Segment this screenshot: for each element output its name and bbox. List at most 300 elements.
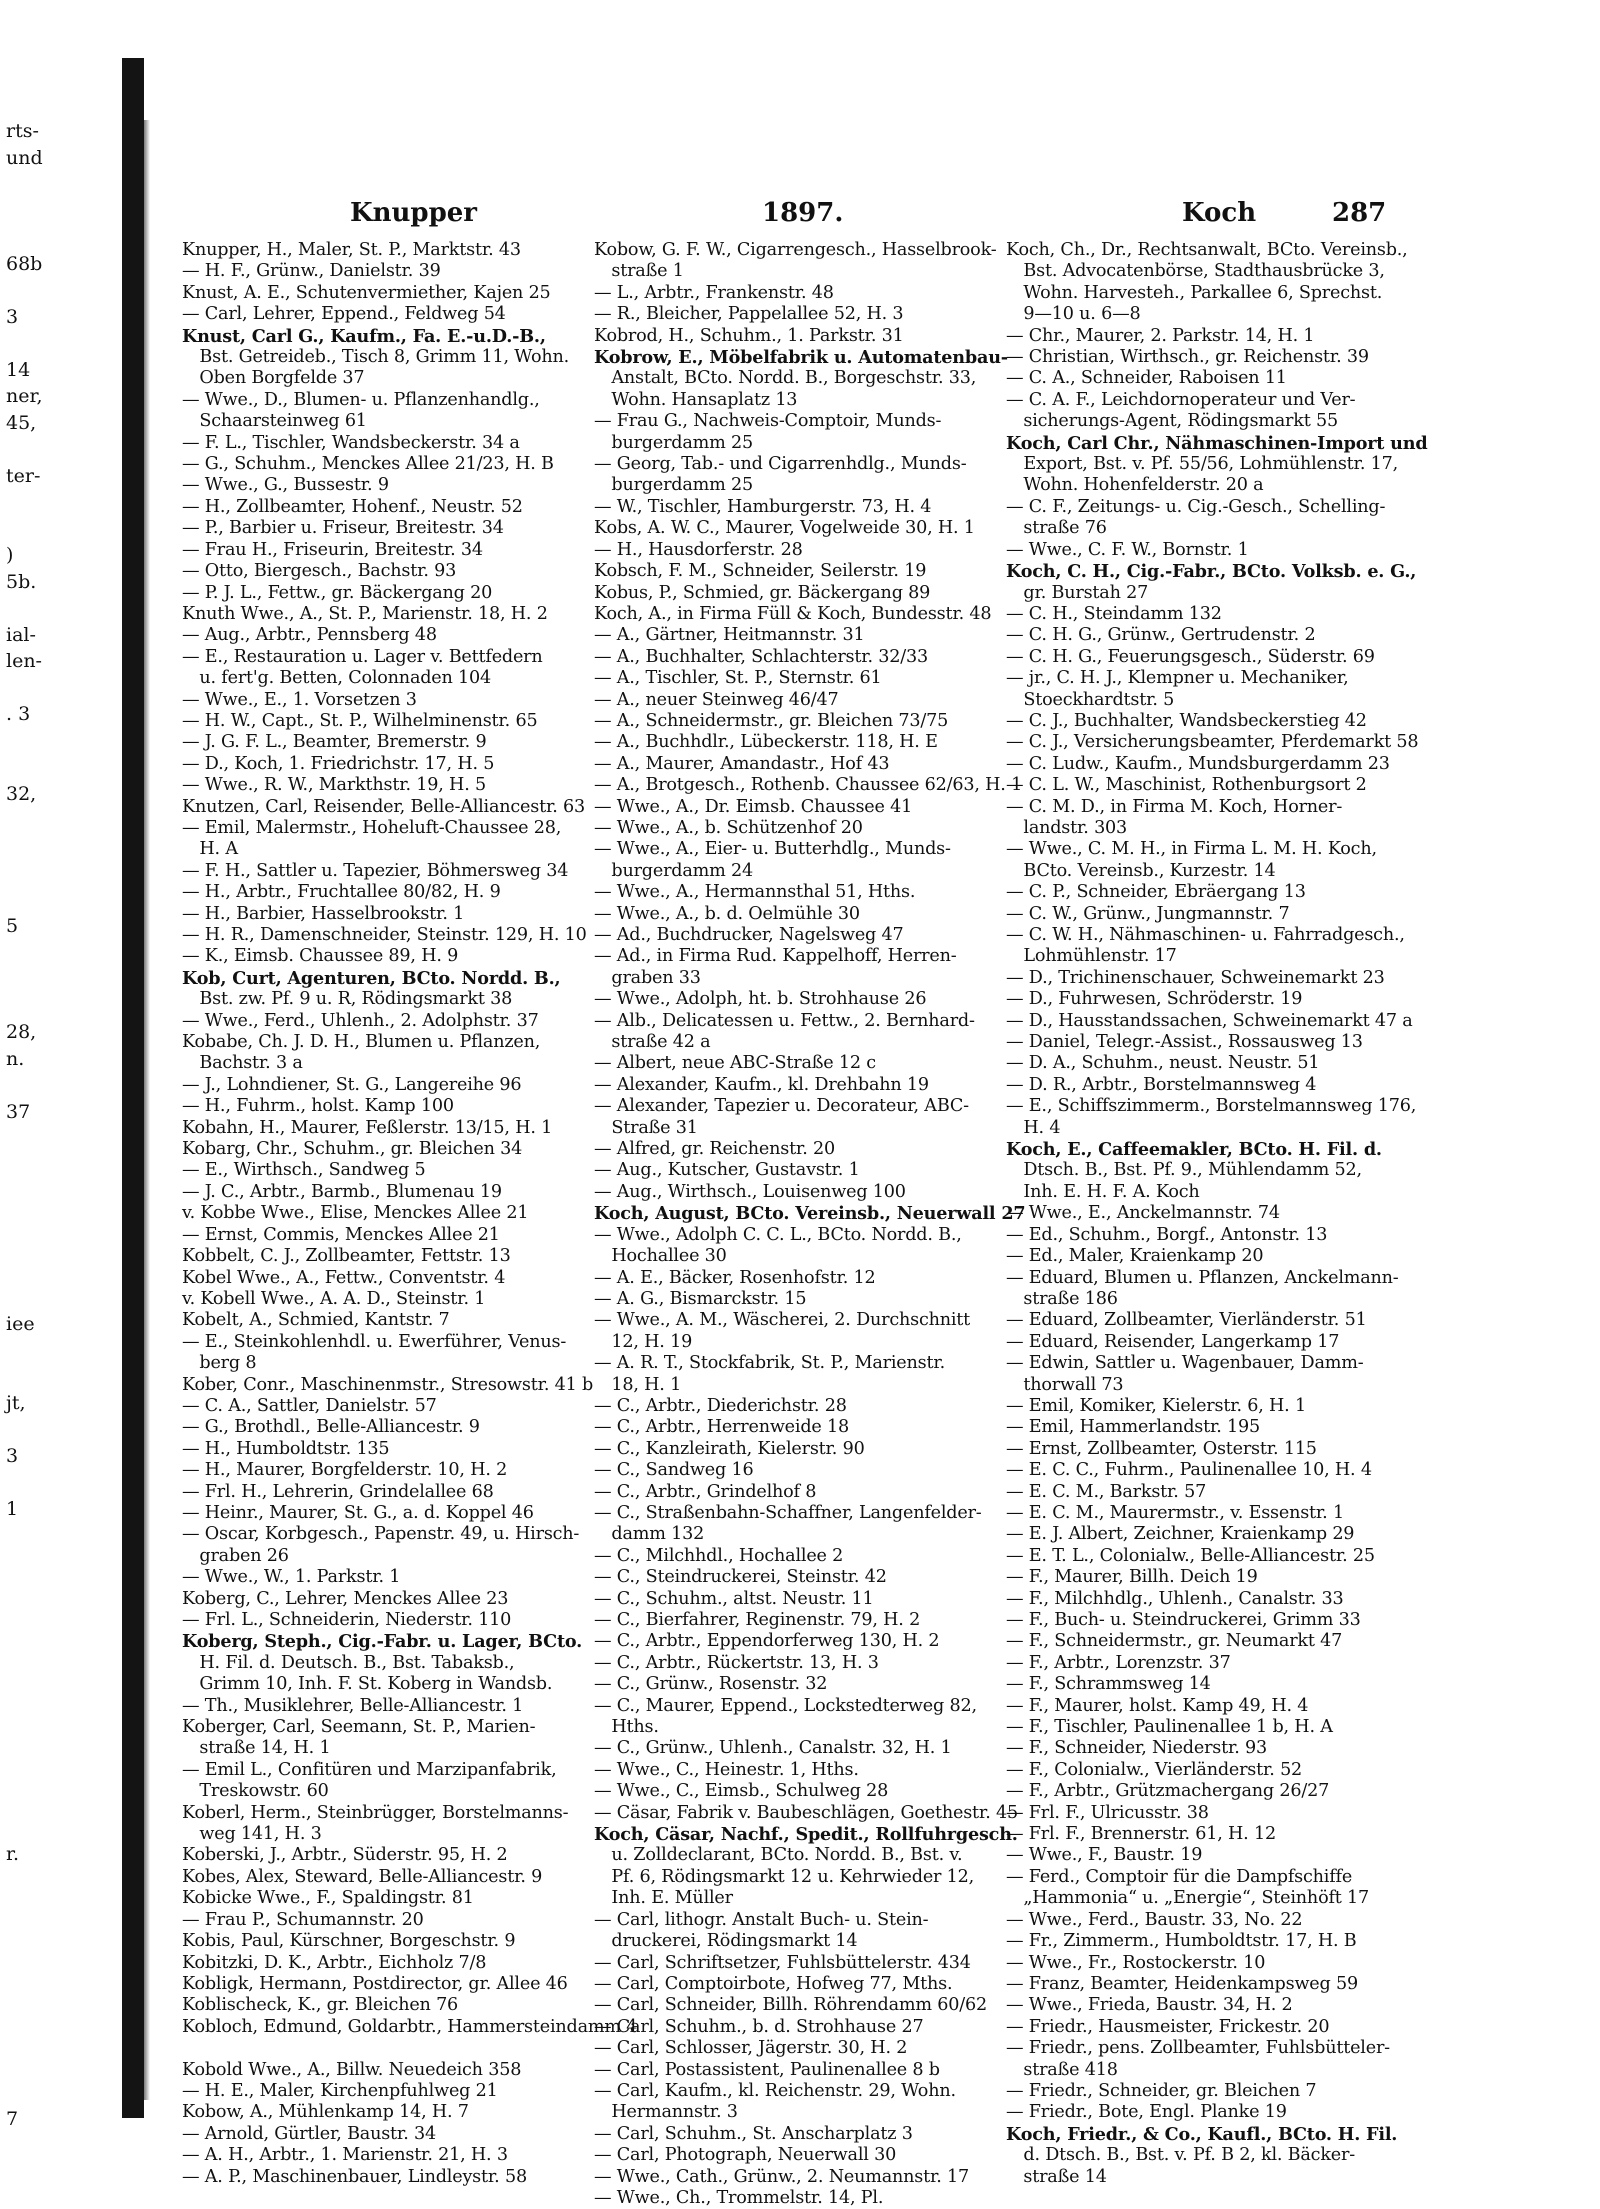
directory-entry: H. Fil. d. Deutsch. B., Bst. Tabaksb., [182,1652,515,1673]
directory-entry: Knuth Wwe., A., St. P., Marienstr. 18, H. 2 [182,603,548,624]
directory-column-2 [594,240,1026,2209]
directory-entry: graben 33 [594,967,701,988]
directory-entry: — A. R. T., Stockfabrik, St. P., Marienstr. [594,1353,946,1374]
directory-entry: — Wwe., Ch., Trommelstr. 14, Pl. [594,2187,884,2208]
directory-entry: — Wwe., E., Anckelmannstr. 74 [1006,1203,1280,1224]
directory-entry: — jr., C. H. J., Klempner u. Mechaniker, [1006,668,1349,689]
previous-page-fragment [0,120,120,2130]
directory-entry: sicherungs-Agent, Rödingsmarkt 55 [1006,411,1338,432]
directory-entry: — F., Colonialw., Vierländerstr. 52 [1006,1759,1303,1780]
directory-entry: Koch, Cäsar, Nachf., Spedit., Rollfuhrgesch. [594,1824,1018,1846]
directory-entry: — Alexander, Kaufm., kl. Drehbahn 19 [594,1074,929,1095]
previous-page-text: 5 [6,915,19,937]
directory-entry: Stoeckhardtstr. 5 [1006,689,1175,710]
directory-entry: — C., Schuhm., altst. Neustr. 11 [594,1588,874,1609]
directory-entry: — E. J. Albert, Zeichner, Kraienkamp 29 [1006,1524,1355,1545]
directory-entry: — Cäsar, Fabrik v. Baubeschlägen, Goethestr. 45 [594,1802,1018,1823]
directory-entry: — Friedr., Schneider, gr. Bleichen 7 [1006,2080,1317,2101]
directory-entry: — Carl, Schuhm., St. Anscharplatz 3 [594,2123,913,2144]
directory-entry: — F., Maurer, holst. Kamp 49, H. 4 [1006,1695,1309,1716]
directory-entry: Koch, Ch., Dr., Rechtsanwalt, BCto. Vereinsb., [1006,240,1408,260]
directory-entry: — Carl, Kaufm., kl. Reichenstr. 29, Wohn. [594,2080,956,2101]
directory-entry: — C., Arbtr., Rückertstr. 13, H. 3 [594,1652,879,1673]
directory-entry: — Wwe., Ferd., Baustr. 33, No. 22 [1006,1909,1303,1930]
directory-entry: — Wwe., A., b. Schützenhof 20 [594,817,863,838]
directory-entry: — Ad., in Firma Rud. Kappelhoff, Herren- [594,946,957,967]
directory-entry: — R., Bleicher, Pappelallee 52, H. 3 [594,304,904,325]
directory-entry: Koberski, J., Arbtr., Süderstr. 95, H. 2 [182,1845,508,1866]
directory-entry: — C. H. G., Grünw., Gertrudenstr. 2 [1006,625,1316,646]
directory-entry: Kobligk, Hermann, Postdirector, gr. Allee 46 [182,1973,568,1994]
directory-entry: v. Kobbe Wwe., Elise, Menckes Allee 21 [182,1203,529,1224]
directory-entry: — Daniel, Telegr.-Assist., Rossausweg 13 [1006,1032,1363,1053]
previous-page-text: 7 [6,2107,19,2130]
directory-entry: — Frl. H., Lehrerin, Grindelallee 68 [182,1481,494,1502]
directory-entry: — F. L., Tischler, Wandsbeckerstr. 34 a [182,432,520,453]
directory-entry: — Wwe., E., 1. Vorsetzen 3 [182,689,417,710]
directory-entry: Koberg, Steph., Cig.-Fabr. u. Lager, BCto. [182,1631,583,1653]
directory-entry: — Carl, Schuhm., b. d. Strohhause 27 [594,2016,924,2037]
directory-entry: — Wwe., F., Baustr. 19 [1006,1845,1203,1866]
page-header [150,198,1600,238]
directory-entry: — Wwe., Ferd., Uhlenh., 2. Adolphstr. 37 [182,1010,539,1031]
directory-entry: — Wwe., A., Hermannsthal 51, Hths. [594,882,916,903]
directory-entry: Bst. zw. Pf. 9 u. R, Rödingsmarkt 38 [182,989,513,1010]
directory-entry: — C., Grünw., Rosenstr. 32 [594,1674,828,1695]
directory-entry: — C., Arbtr., Diederichstr. 28 [594,1395,847,1416]
directory-entry: — H. E., Maler, Kirchenpfuhlweg 21 [182,2080,498,2101]
directory-entry: — Ernst, Commis, Menckes Allee 21 [182,1224,500,1245]
directory-entry: — Ed., Schuhm., Borgf., Antonstr. 13 [1006,1224,1328,1245]
previous-page-text: 14 [6,358,31,381]
directory-entry: — H., Barbier, Hasselbrookstr. 1 [182,903,465,924]
directory-entry: Kobahn, H., Maurer, Feßlerstr. 13/15, H. 1 [182,1117,553,1138]
directory-entry: — C. H. G., Feuerungsgesch., Süderstr. 69 [1006,646,1375,667]
directory-entry: — Carl, Photograph, Neuerwall 30 [594,2145,897,2166]
running-head-left: Knupper [350,198,478,228]
directory-entry: straße 418 [1006,2059,1118,2080]
directory-entry: burgerdamm 25 [594,475,753,496]
directory-entry: Wohn. Hohenfelderstr. 20 a [1006,475,1264,496]
directory-entry: straße 14, H. 1 [182,1738,331,1759]
directory-entry: — G., Schuhm., Menckes Allee 21/23, H. B [182,454,554,475]
directory-entry: — C., Steindruckerei, Steinstr. 42 [594,1567,887,1588]
directory-entry: — Wwe., Frieda, Baustr. 34, H. 2 [1006,1995,1293,2016]
directory-entry: — C., Arbtr., Grindelhof 8 [594,1481,817,1502]
previous-page-text: 68b [6,252,43,275]
directory-entry: Hermannstr. 3 [594,2102,738,2123]
directory-entry: BCto. Vereinsb., Kurzestr. 14 [1006,860,1276,881]
previous-page-text: 3 [6,305,19,328]
page-number: 287 [1332,198,1387,228]
directory-entry: — H. R., Damenschneider, Steinstr. 129, H. 10 [182,925,587,945]
directory-entry: Kobus, P., Schmied, gr. Bäckergang 89 [594,582,931,603]
directory-entry: — Carl, lithogr. Anstalt Buch- u. Stein- [594,1909,929,1930]
directory-entry: — Wwe., Cath., Grünw., 2. Neumannstr. 17 [594,2166,970,2187]
directory-entry: — Arnold, Gürtler, Baustr. 34 [182,2123,436,2144]
directory-entry: Koch, A., in Firma Füll & Koch, Bundesstr. 48 [594,603,992,624]
directory-entry: — F. H., Sattler u. Tapezier, Böhmersweg 34 [182,860,569,881]
directory-entry: — Alb., Delicatessen u. Fettw., 2. Bernhard- [594,1010,975,1031]
directory-entry: Hths. [594,1717,659,1738]
directory-entry: Kobow, A., Mühlenkamp 14, H. 7 [182,2102,469,2123]
directory-entry: — A., Schneidermstr., gr. Bleichen 73/75 [594,710,949,731]
previous-page-text: ner, [6,385,43,407]
directory-entry: 12, H. 19 [594,1331,693,1352]
directory-entry: — E. T. L., Colonialw., Belle-Alliancestr. 25 [1006,1545,1375,1566]
directory-entry: — P., Barbier u. Friseur, Breitestr. 34 [182,518,504,539]
running-head-year: 1897. [762,198,844,228]
directory-entry: — Christian, Wirthsch., gr. Reichenstr. 39 [1006,347,1369,368]
directory-entry: — Aug., Arbtr., Pennsberg 48 [182,625,437,646]
directory-entry: straße 14 [1006,2166,1107,2187]
directory-entry: — H., Fuhrm., holst. Kamp 100 [182,1096,454,1117]
directory-entry: Kobel Wwe., A., Fettw., Conventstr. 4 [182,1267,506,1288]
directory-entry: — C. J., Buchhalter, Wandsbeckerstieg 42 [1006,710,1367,731]
directory-entry: — Wwe., C., Heinestr. 1, Hths. [594,1759,859,1780]
directory-entry: Kobes, Alex, Steward, Belle-Alliancestr. 9 [182,1866,543,1887]
directory-entry: 9—10 u. 6—8 [1006,304,1141,325]
directory-entry: Dtsch. B., Bst. Pf. 9., Mühlendamm 52, [1006,1160,1362,1181]
directory-entry: Kobsch, F. M., Schneider, Seilerstr. 19 [594,561,927,582]
directory-entry: — C. M. D., in Firma M. Koch, Horner- [1006,796,1343,817]
directory-entry: Kobelt, A., Schmied, Kantstr. 7 [182,1310,450,1331]
directory-entry: — Eduard, Reisender, Langerkamp 17 [1006,1331,1340,1352]
directory-entry: — C., Milchhdl., Hochallee 2 [594,1545,844,1566]
directory-entry: Kobitzki, D. K., Arbtr., Eichholz 7/8 [182,1952,487,1973]
directory-entry: Knust, Carl G., Kaufm., Fa. E.-u.D.-B., [182,325,546,347]
directory-entry [182,2038,590,2059]
directory-entry: u. fert'g. Betten, Colonnaden 104 [182,668,492,689]
directory-entry: Kob, Curt, Agenturen, BCto. Nordd. B., [182,967,561,989]
directory-entry: — Frl. L., Schneiderin, Niederstr. 110 [182,1610,512,1630]
directory-entry: — Otto, Biergesch., Bachstr. 93 [182,561,457,582]
directory-entry: Grimm 10, Inh. F. St. Koberg in Wandsb. [182,1674,553,1695]
previous-page-text: . 3 [6,703,31,725]
directory-entry: — E., Wirthsch., Sandweg 5 [182,1160,426,1181]
directory-entry: — F., Milchhdlg., Uhlenh., Canalstr. 33 [1006,1588,1344,1609]
directory-entry: — A., Brotgesch., Rothenb. Chaussee 62/63, H. 1 [594,775,1023,796]
directory-entry: — Oscar, Korbgesch., Papenstr. 49, u. Hirsch- [182,1524,580,1545]
scan-margin [0,0,1600,60]
directory-entry: „Hammonia“ u. „Energie“, Steinhöft 17 [1006,1888,1370,1909]
directory-entry: — C. W. H., Nähmaschinen- u. Fahrradgesch., [1006,925,1405,945]
directory-entry: — Wwe., A., b. d. Oelmühle 30 [594,903,860,924]
directory-entry: Inh. E. H. F. A. Koch [1006,1181,1200,1202]
directory-entry: — C. A., Schneider, Raboisen 11 [1006,368,1287,389]
directory-entry: — Wwe., A. M., Wäscherei, 2. Durchschnitt [594,1310,971,1331]
directory-entry: — H. F., Grünw., Danielstr. 39 [182,261,441,282]
directory-entry: — Frau P., Schumannstr. 20 [182,1909,424,1930]
directory-entry: d. Dtsch. B., Bst. v. Pf. B 2, kl. Bäcker- [1006,2145,1355,2166]
directory-entry: — Carl, Schlosser, Jägerstr. 30, H. 2 [594,2038,908,2059]
directory-entry: — Alfred, gr. Reichenstr. 20 [594,1139,835,1160]
directory-entry: — Ernst, Zollbeamter, Osterstr. 115 [1006,1438,1317,1459]
directory-entry: — D. A., Schuhm., neust. Neustr. 51 [1006,1053,1320,1074]
directory-entry: — E. C. C., Fuhrm., Paulinenallee 10, H. 4 [1006,1460,1372,1481]
directory-entry: Koch, August, BCto. Vereinsb., Neuerwall 27 [594,1203,1026,1225]
directory-entry: — A. E., Bäcker, Rosenhofstr. 12 [594,1267,876,1288]
directory-entry: — Wwe., Adolph, ht. b. Strohhause 26 [594,989,927,1010]
directory-entry: Bachstr. 3 a [182,1053,303,1074]
directory-entry: — Friedr., pens. Zollbeamter, Fuhlsbütteler- [1006,2038,1390,2059]
directory-entry: — C. L. W., Maschinist, Rothenburgsort 2 [1006,775,1367,796]
directory-entry: — Carl, Lehrer, Eppend., Feldweg 54 [182,304,506,325]
directory-entry: — Frl. F., Ulricusstr. 38 [1006,1802,1209,1823]
directory-entry: — Frau G., Nachweis-Comptoir, Munds- [594,411,942,432]
directory-entry: graben 26 [182,1545,289,1566]
directory-entry: — H., Maurer, Borgfelderstr. 10, H. 2 [182,1460,508,1481]
directory-entry: — F., Arbtr., Lorenzstr. 37 [1006,1652,1231,1673]
directory-entry: Anstalt, BCto. Nordd. B., Borgeschstr. 33, [594,368,977,389]
directory-entry: — Wwe., D., Blumen- u. Pflanzenhandlg., [182,389,540,410]
directory-entry: druckerei, Rödingsmarkt 14 [594,1931,858,1952]
directory-entry: — C., Kanzleirath, Kielerstr. 90 [594,1438,865,1459]
directory-entry: Koblischeck, K., gr. Bleichen 76 [182,1995,459,2016]
directory-entry: — D., Koch, 1. Friedrichstr. 17, H. 5 [182,753,495,774]
directory-entry: — Wwe., C., Eimsb., Schulweg 28 [594,1781,889,1802]
directory-entry: Knupper, H., Maler, St. P., Marktstr. 43 [182,240,521,260]
directory-entry: Knutzen, Carl, Reisender, Belle-Alliancestr. 63 [182,796,586,817]
directory-entry: — C., Bierfahrer, Reginenstr. 79, H. 2 [594,1610,921,1630]
directory-entry: Bst. Advocatenbörse, Stadthausbrücke 3, [1006,261,1385,282]
directory-entry: — Wwe., Fr., Rostockerstr. 10 [1006,1952,1266,1973]
directory-entry: — Carl, Schriftsetzer, Fuhlsbüttelerstr. 434 [594,1952,971,1973]
directory-entry: — C. Ludw., Kaufm., Mundsburgerdamm 23 [1006,753,1390,774]
directory-entry: Oben Borgfelde 37 [182,368,365,389]
directory-entry: — F., Tischler, Paulinenallee 1 b, H. A [1006,1717,1333,1738]
directory-entry: — A. G., Bismarckstr. 15 [594,1288,807,1309]
directory-entry: — Heinr., Maurer, St. G., a. d. Koppel 46 [182,1502,534,1523]
previous-page-text: n. [6,1047,25,1070]
directory-entry: Koberger, Carl, Seemann, St. P., Marien- [182,1717,536,1738]
directory-entry: v. Kobell Wwe., A. A. D., Steinstr. 1 [182,1288,486,1309]
directory-entry: — L., Arbtr., Frankenstr. 48 [594,282,834,303]
directory-entry: — H., Arbtr., Fruchtallee 80/82, H. 9 [182,882,501,903]
directory-entry: — Emil, Hammerlandstr. 195 [1006,1417,1261,1438]
directory-entry: — C., Maurer, Eppend., Lockstedterweg 82, [594,1695,977,1716]
directory-entry: — D., Fuhrwesen, Schröderstr. 19 [1006,989,1303,1010]
directory-entry: — Fr., Zimmerm., Humboldtstr. 17, H. B [1006,1931,1357,1952]
directory-entry: Kobbelt, C. J., Zollbeamter, Fettstr. 13 [182,1246,511,1267]
directory-entry: — C. H., Steindamm 132 [1006,603,1222,624]
directory-entry: — H., Humboldtstr. 135 [182,1438,390,1459]
directory-entry: — Aug., Kutscher, Gustavstr. 1 [594,1160,860,1181]
directory-entry: — Frl. F., Brennerstr. 61, H. 12 [1006,1824,1276,1845]
directory-entry: Koch, Friedr., & Co., Kaufl., BCto. H. Fil. [1006,2123,1398,2145]
directory-entry: — Georg, Tab.- und Cigarrenhdlg., Munds- [594,454,967,475]
previous-page-text: 1 [6,1498,19,1520]
directory-entry: — C., Grünw., Uhlenh., Canalstr. 32, H. 1 [594,1738,952,1759]
directory-entry: — Albert, neue ABC-Straße 12 c [594,1053,876,1074]
directory-entry: Kobrow, E., Möbelfabrik u. Automatenbau- [594,347,1008,369]
directory-entry: — Wwe., C. M. H., in Firma L. M. H. Koch, [1006,839,1377,860]
directory-entry: — Ad., Buchdrucker, Nagelsweg 47 [594,925,904,945]
directory-entry: — F., Schneidermstr., gr. Neumarkt 47 [1006,1631,1343,1652]
directory-entry: — C. F., Zeitungs- u. Cig.-Gesch., Schelling- [1006,496,1386,517]
directory-entry: — A. H., Arbtr., 1. Marienstr. 21, H. 3 [182,2145,508,2166]
previous-page-text: iee [6,1312,35,1335]
directory-entry: u. Zolldeclarant, BCto. Nordd. B., Bst. v. [594,1845,963,1866]
directory-entry: H. 4 [1006,1117,1061,1138]
directory-entry: — Emil, Malermstr., Hoheluft-Chaussee 28, [182,817,562,838]
directory-entry: — C., Arbtr., Eppendorferweg 130, H. 2 [594,1631,940,1652]
directory-entry: — Eduard, Blumen u. Pflanzen, Anckelmann- [1006,1267,1399,1288]
directory-entry: — J. C., Arbtr., Barmb., Blumenau 19 [182,1181,502,1202]
directory-entry: — E. C. M., Barkstr. 57 [1006,1481,1207,1502]
previous-page-text: 3 [6,1445,19,1467]
directory-entry: — A., Gärtner, Heitmannstr. 31 [594,625,865,646]
directory-page [150,120,1600,2208]
directory-entry: Hochallee 30 [594,1246,727,1267]
directory-entry: Knust, A. E., Schutenvermiether, Kajen 25 [182,282,551,303]
directory-entry: — J., Lohndiener, St. G., Langereihe 96 [182,1074,522,1095]
directory-entry: — Th., Musiklehrer, Belle-Alliancestr. 1 [182,1695,524,1716]
directory-entry: — E., Restauration u. Lager v. Bettfedern [182,646,543,667]
directory-entry: Schaarsteinweg 61 [182,411,367,432]
directory-entry: Pf. 6, Rödingsmarkt 12 u. Kehrwieder 12, [594,1866,975,1887]
directory-entry: — C. A. F., Leichdornoperateur und Ver- [1006,389,1356,410]
directory-entry: H. A [182,839,238,860]
directory-entry: straße 76 [1006,518,1107,539]
directory-entry: Kober, Conr., Maschinenmstr., Stresowstr. 41 b [182,1374,594,1395]
directory-entry: — E., Schiffszimmerm., Borstelmannsweg 176, [1006,1096,1417,1117]
directory-entry: Wohn. Harvesteh., Parkallee 6, Sprechst. [1006,282,1383,303]
directory-entry: — D., Trichinenschauer, Schweinemarkt 23 [1006,967,1385,988]
directory-entry: — Wwe., W., 1. Parkstr. 1 [182,1567,401,1588]
directory-entry: Kobabe, Ch. J. D. H., Blumen u. Pflanzen, [182,1032,541,1053]
directory-entry: — Chr., Maurer, 2. Parkstr. 14, H. 1 [1006,325,1315,346]
directory-entry: — F., Schneider, Niederstr. 93 [1006,1738,1268,1759]
directory-entry: — A., Tischler, St. P., Sternstr. 61 [594,668,882,689]
directory-entry: — G., Brothdl., Belle-Alliancestr. 9 [182,1417,480,1438]
directory-entry: Kobis, Paul, Kürschner, Borgeschstr. 9 [182,1931,516,1952]
previous-page-text: 37 [6,1100,31,1123]
directory-entry: — F., Buch- u. Steindruckerei, Grimm 33 [1006,1610,1361,1630]
directory-entry: — D., Hausstandssachen, Schweinemarkt 47 a [1006,1010,1413,1031]
directory-entry: — C. J., Versicherungsbeamter, Pferdemarkt 58 [1006,732,1419,753]
previous-page-text: rts- [6,120,39,142]
directory-entry: — W., Tischler, Hamburgerstr. 73, H. 4 [594,496,932,517]
directory-entry: — Ferd., Comptoir für die Dampfschiffe [1006,1866,1353,1887]
book-gutter [122,58,144,2118]
previous-page-text: jt, [6,1392,26,1414]
directory-entry: — C., Straßenbahn-Schaffner, Langenfelder- [594,1502,982,1523]
directory-entry: Kobicke Wwe., F., Spaldingstr. 81 [182,1888,474,1909]
directory-entry: 18, H. 1 [594,1374,682,1395]
directory-entry: — Frau H., Friseurin, Breitestr. 34 [182,539,483,560]
previous-page-text: 5b. [6,570,37,593]
directory-entry: Bst. Getreideb., Tisch 8, Grimm 11, Wohn. [182,347,570,368]
directory-entry: Treskowstr. 60 [182,1781,329,1802]
directory-entry: Lohmühlenstr. 17 [1006,946,1177,967]
directory-entry: Kobloch, Edmund, Goldarbtr., Hammersteindamm 4 [182,2016,638,2037]
directory-entry: Inh. E. Müller [594,1888,733,1909]
running-head-right: Koch [1182,198,1257,228]
previous-page-text: ter- [6,464,41,487]
directory-entry: — F., Arbtr., Grützmachergang 26/27 [1006,1781,1330,1802]
directory-entry: thorwall 73 [1006,1374,1124,1395]
directory-entry: — E., Steinkohlenhdl. u. Ewerführer, Venus- [182,1331,567,1352]
directory-entry: — Aug., Wirthsch., Louisenweg 100 [594,1181,906,1202]
directory-entry: berg 8 [182,1353,257,1374]
directory-entry: straße 1 [594,261,684,282]
directory-entry: Kobold Wwe., A., Billw. Neuedeich 358 [182,2059,522,2080]
directory-entry: Straße 31 [594,1117,698,1138]
directory-entry: — C., Sandweg 16 [594,1460,754,1481]
directory-entry: — Carl, Postassistent, Paulinenallee 8 b [594,2059,940,2080]
directory-entry: — Emil, Komiker, Kielerstr. 6, H. 1 [1006,1395,1306,1416]
directory-entry: weg 141, H. 3 [182,1824,322,1845]
directory-entry: Koch, E., Caffeemakler, BCto. H. Fil. d. [1006,1139,1382,1161]
directory-entry: Koberg, C., Lehrer, Menckes Allee 23 [182,1588,509,1609]
directory-entry: — Eduard, Zollbeamter, Vierländerstr. 51 [1006,1310,1367,1331]
directory-entry: Kobrod, H., Schuhm., 1. Parkstr. 31 [594,325,904,346]
directory-entry: — Wwe., R. W., Markthstr. 19, H. 5 [182,775,486,796]
directory-entry: — A., Maurer, Amandastr., Hof 43 [594,753,890,774]
directory-entry: — A., Buchhalter, Schlachterstr. 32/33 [594,646,928,667]
directory-entry: — Wwe., C. F. W., Bornstr. 1 [1006,539,1249,560]
directory-entry: — C. A., Sattler, Danielstr. 57 [182,1395,437,1416]
directory-entry: — Franz, Beamter, Heidenkampsweg 59 [1006,1973,1358,1994]
directory-entry: Kobarg, Chr., Schuhm., gr. Bleichen 34 [182,1139,523,1160]
directory-entry: — F., Schrammsweg 14 [1006,1674,1211,1695]
directory-entry: burgerdamm 24 [594,860,753,881]
directory-entry: — Wwe., A., Dr. Eimsb. Chaussee 41 [594,796,913,817]
directory-entry: — C. W., Grünw., Jungmannstr. 7 [1006,903,1290,924]
directory-entry: — Emil L., Confitüren und Marzipanfabrik, [182,1759,557,1780]
directory-entry: Koch, C. H., Cig.-Fabr., BCto. Volksb. e. G., [1006,561,1417,583]
directory-entry: Export, Bst. v. Pf. 55/56, Lohmühlenstr. 17, [1006,454,1398,475]
directory-entry: — J. G. F. L., Beamter, Bremerstr. 9 [182,732,487,753]
directory-entry: — Carl, Comptoirbote, Hofweg 77, Mths. [594,1973,953,1994]
previous-page-text: und [6,146,43,169]
directory-entry: — Friedr., Bote, Engl. Planke 19 [1006,2102,1287,2123]
directory-entry: — E. C. M., Maurermstr., v. Essenstr. 1 [1006,1502,1344,1523]
directory-entry: — A., neuer Steinweg 46/47 [594,689,839,710]
previous-page-text: ) [6,544,14,566]
directory-entry: — K., Eimsb. Chaussee 89, H. 9 [182,946,459,967]
directory-entry: — Wwe., A., Eier- u. Butterhdlg., Munds- [594,839,951,860]
directory-entry: — H., Zollbeamter, Hohenf., Neustr. 52 [182,496,523,517]
directory-entry: damm 132 [594,1524,705,1545]
directory-entry: Kobs, A. W. C., Maurer, Vogelweide 30, H. 1 [594,518,975,539]
directory-entry: — A. P., Maschinenbauer, Lindleystr. 58 [182,2166,527,2187]
previous-page-text: r. [6,1842,20,1865]
directory-entry: — Friedr., Hausmeister, Frickestr. 20 [1006,2016,1330,2037]
directory-entry: Wohn. Hansaplatz 13 [594,389,798,410]
previous-page-text: 28, [6,1021,37,1043]
directory-entry: Koberl, Herm., Steinbrügger, Borstelmanns- [182,1802,569,1823]
directory-entry: — Wwe., G., Bussestr. 9 [182,475,389,496]
directory-entry: Kobow, G. F. W., Cigarrengesch., Hasselbrook- [594,240,997,260]
directory-entry: — Wwe., Adolph C. C. L., BCto. Nordd. B., [594,1224,962,1245]
directory-entry: — P. J. L., Fettw., gr. Bäckergang 20 [182,582,493,603]
directory-entry: — C., Arbtr., Herrenweide 18 [594,1417,849,1438]
directory-entry: straße 186 [1006,1288,1118,1309]
directory-entry: — H. W., Capt., St. P., Wilhelminenstr. 65 [182,710,538,731]
directory-entry: landstr. 303 [1006,817,1128,838]
directory-entry: gr. Burstah 27 [1006,582,1149,603]
directory-entry: — Carl, Schneider, Billh. Röhrendamm 60/62 [594,1995,987,2016]
directory-entry: burgerdamm 25 [594,432,753,453]
directory-column-3 [1006,240,1426,2188]
previous-page-text: ial- [6,623,36,646]
directory-entry: — Ed., Maler, Kraienkamp 20 [1006,1246,1264,1267]
previous-page-text: len- [6,650,42,672]
directory-entry: — D. R., Arbtr., Borstelmannsweg 4 [1006,1074,1317,1095]
directory-entry: — H., Hausdorferstr. 28 [594,539,803,560]
